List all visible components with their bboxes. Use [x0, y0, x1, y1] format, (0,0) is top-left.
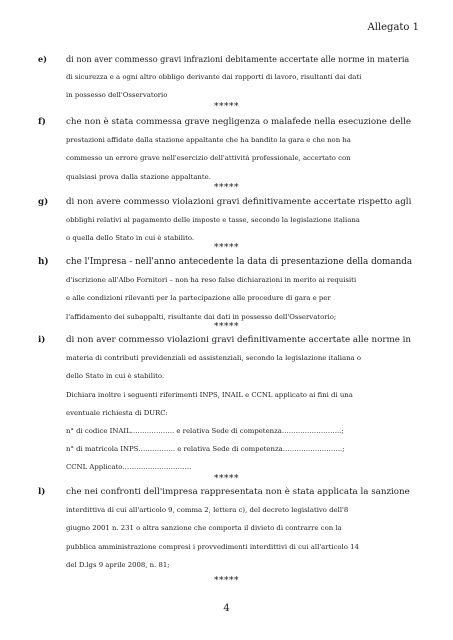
clause-text: materia di contributi previdenziali ed assistenziali, secondo la legislazione italiana o [66, 354, 362, 363]
clause-text: che l'Impresa - nell'anno antecedente la data di presentazione della domanda [66, 257, 413, 267]
clause-letter: i) [38, 335, 46, 345]
clause-text: del D.lgs 9 aprile 2008, n. 81; [66, 560, 170, 569]
clause-text: di non aver commesso violazioni gravi definitivamente accertate alle norme in [66, 335, 411, 345]
clause-f [38, 113, 412, 186]
clause-text: d'iscrizione all'Albo Fornitori – non ha reso false dichiarazioni in merito ai requisiti [66, 276, 357, 285]
annex-label: Allegato 1 [367, 22, 419, 33]
separator: ***** [214, 474, 239, 484]
clause-text: eventuale richiesta di DURC: [66, 408, 168, 417]
durc-reference: n° di codice INAIL………………. e relativa Sede di competenza……………………..; [66, 427, 344, 436]
clause-text: commesso un errore grave nell'esercizio dell'attività professionale, accertato con [66, 154, 351, 163]
separator: ***** [214, 322, 239, 332]
clause-h [38, 253, 412, 326]
clause-letter: f) [38, 117, 46, 127]
clause-text: in possesso dell'Osservatorio [66, 91, 168, 100]
clause-text: interdittiva di cui all'articolo 9, comma 2, lettera c), del decreto legislativo dell'8 [66, 506, 349, 515]
durc-reference: n° di matricola INPS……………. e relativa Sede di competenza……………………..; [66, 445, 345, 454]
separator: ***** [214, 102, 239, 112]
clause-l [38, 483, 412, 574]
clause-i [38, 331, 412, 477]
clause-text: di non aver commesso gravi infrazioni debitamente accertate alle norme in materia [66, 54, 410, 64]
separator: ***** [214, 576, 239, 586]
clause-letter: h) [38, 257, 49, 267]
clause-text: che nei confronti dell'impresa rappresentata non è stata applicata la sanzione [66, 487, 410, 497]
clause-text: obblighi relativi al pagamento delle imposte e tasse, secondo la legislazione italiana [66, 216, 360, 225]
clause-text: prestazioni affidate dalla stazione appaltante che ha bandito la gara e che non ha [66, 136, 351, 145]
clause-letter: e) [38, 54, 47, 64]
clause-text: giugno 2001 n. 231 o altra sanzione che comporta il divieto di contrarre con la [66, 524, 342, 533]
clause-text: dello Stato in cui è stabilito. [66, 372, 165, 381]
clause-text: di non avere commesso violazioni gravi definitivamente accertate rispetto agli [66, 197, 412, 207]
clause-g [38, 193, 412, 248]
clause-text: Dichiara inoltre i seguenti riferimenti INPS, INAIL e CCNL applicato ai fini di una [66, 390, 353, 399]
clause-letter: g) [38, 197, 49, 207]
page-number: 4 [223, 603, 230, 614]
clause-text: l'affidamento dei subappalti, risultante dai dati in possesso dell'Osservatorio; [66, 312, 337, 321]
clause-text: che non è stata commessa grave negligenza o malafede nella esecuzione delle [66, 117, 412, 127]
clause-text: e alle condizioni rilevanti per la partecipazione alle procedure di gara e per [66, 294, 331, 303]
durc-reference: CCNL Applicato………………………… [66, 463, 192, 472]
clause-text: di sicurezza e a ogni altro obbligo derivante dai rapporti di lavoro, risultanti dai dati [66, 73, 362, 82]
clause-text: qualsiasi prova dalla stazione appaltante. [66, 172, 211, 181]
separator: ***** [214, 243, 239, 253]
separator: ***** [214, 183, 239, 193]
clause-letter: l) [38, 487, 46, 497]
clause-text: o quella dello Stato in cui è stabilito. [66, 234, 195, 243]
clause-text: pubblica amministrazione compresi i provvedimenti interdittivi di cui all'articolo 14 [66, 542, 359, 551]
clause-e [38, 50, 412, 105]
